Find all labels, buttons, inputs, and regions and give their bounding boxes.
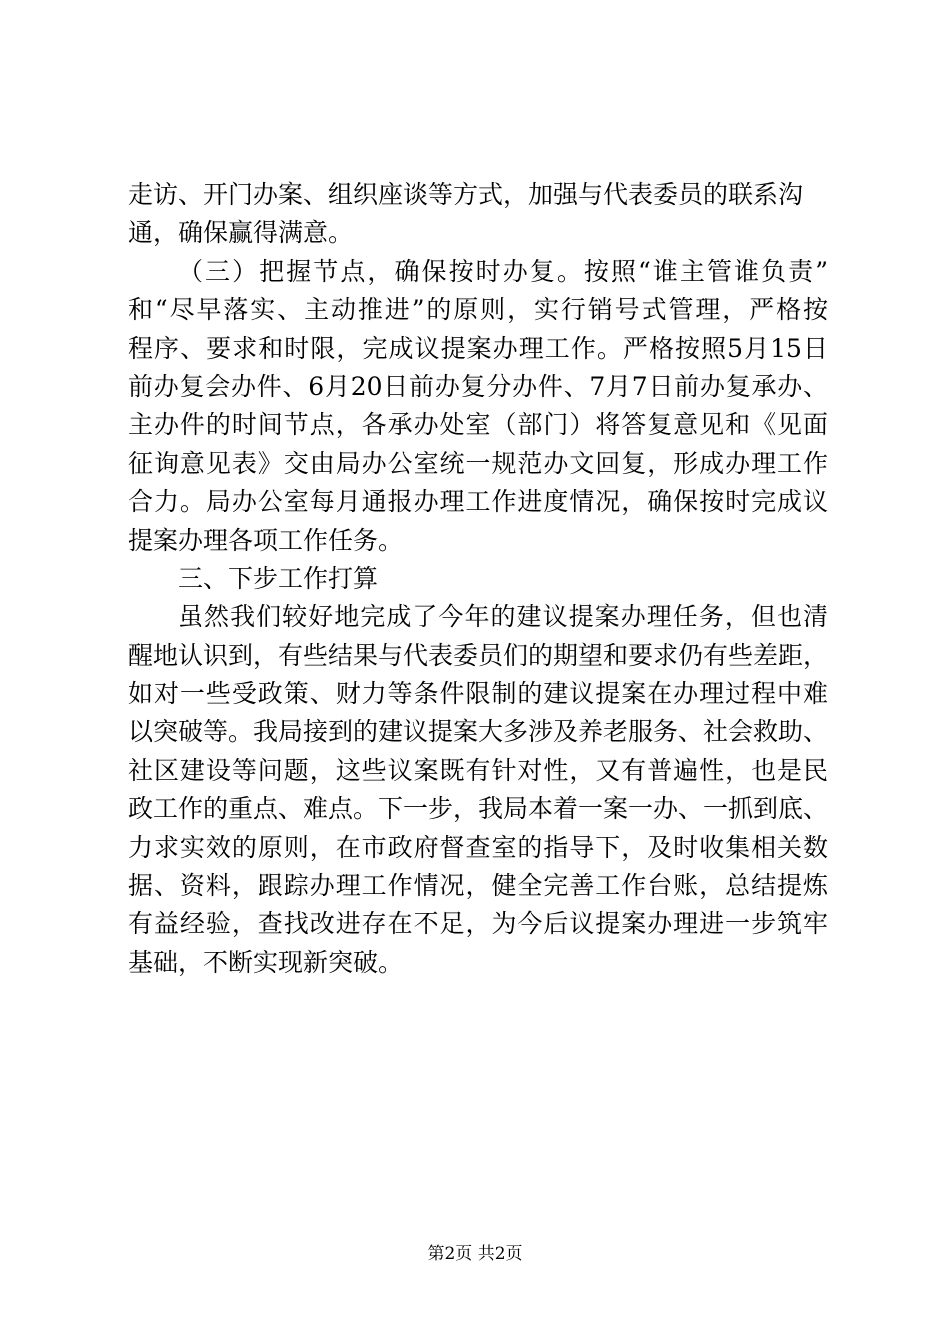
text-line: 提案办理各项工作任务。 (128, 525, 404, 555)
text-line: 程序、要求和时限，完成议提案办理工作。严格按照5月15日 (128, 333, 828, 363)
text-line: 如对一些受政策、财力等条件限制的建议提案在办理过程中难 (128, 679, 828, 709)
text-line: 和“尽早落实、主动推进”的原则，实行销号式管理，严格按 (128, 295, 828, 325)
document-body (128, 176, 828, 982)
text-line: 力求实效的原则，在市政府督查室的指导下，及时收集相关数 (128, 832, 828, 862)
text-line: 醒地认识到，有些结果与代表委员们的期望和要求仍有些差距， (128, 640, 829, 670)
text-line: 基础，不断实现新突破。 (128, 947, 404, 977)
text-line: （三）把握节点，确保按时办复。按照“谁主管谁负责” (178, 256, 828, 286)
section-heading: 三、下步工作打算 (178, 563, 379, 593)
text-line: 征询意见表》交由局办公室统一规范办文回复，形成办理工作 (128, 448, 828, 478)
text-line: 通，确保赢得满意。 (128, 218, 354, 248)
page-footer: 第2页 共2页 (427, 1244, 523, 1264)
text-line: 以突破等。我局接到的建议提案大多涉及养老服务、社会救助、 (128, 717, 829, 747)
text-line: 虽然我们较好地完成了今年的建议提案办理任务，但也清 (178, 602, 828, 632)
text-line: 走访、开门办案、组织座谈等方式，加强与代表委员的联系沟 (128, 180, 804, 209)
text-line: 主办件的时间节点，各承办处室（部门）将答复意见和《见面 (128, 410, 828, 440)
text-line: 前办复会办件、6月20日前办复分办件、7月7日前办复承办、 (128, 371, 828, 401)
text-line: 合力。局办公室每月通报办理工作进度情况，确保按时完成议 (128, 487, 828, 517)
text-line: 政工作的重点、难点。下一步，我局本着一案一办、一抓到底、 (128, 794, 829, 824)
text-line: 社区建设等问题，这些议案既有针对性，又有普遍性，也是民 (128, 755, 828, 785)
text-line: 据、资料，跟踪办理工作情况，健全完善工作台账，总结提炼 (128, 871, 828, 901)
text-line: 有益经验，查找改进存在不足，为今后议提案办理进一步筑牢 (128, 909, 828, 939)
